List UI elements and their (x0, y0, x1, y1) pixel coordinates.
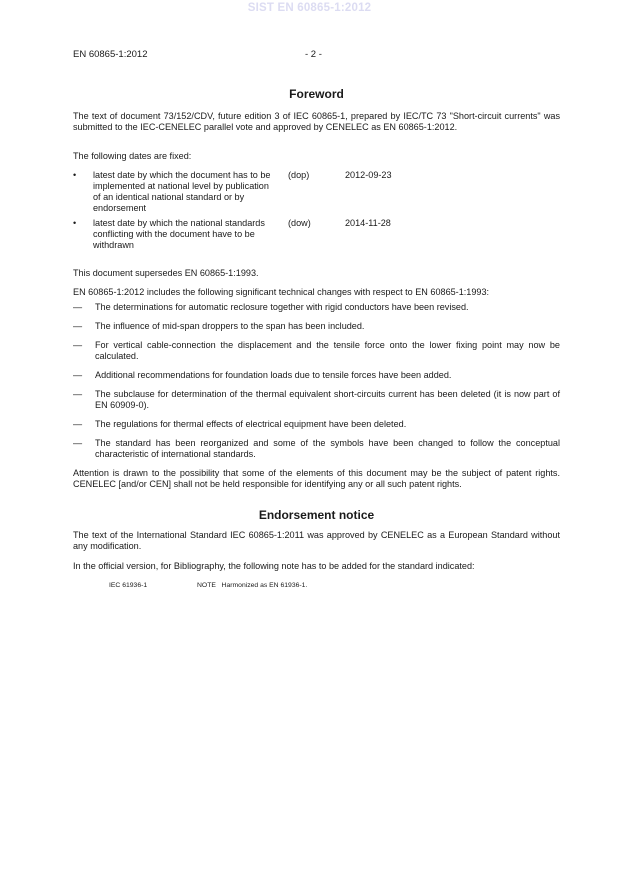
list-item-text: The determinations for automatic reclosure together with rigid conductors have been revised. (95, 302, 469, 312)
dash-marker: — (73, 389, 83, 399)
dates-intro: The following dates are fixed: (73, 151, 192, 161)
list-item-text: The regulations for thermal effects of electrical equipment have been deleted. (95, 419, 407, 429)
note-text: NOTE Harmonized as EN 61936-1. (197, 582, 308, 589)
list-item (73, 419, 560, 430)
document-body (73, 87, 560, 590)
foreword-title: Foreword (289, 87, 344, 101)
date-description: latest date by which the document has to be implemented at national level by publication of an identical national standard or by endorsement (93, 170, 271, 213)
list-item-text: The influence of mid-span droppers to the span has been included. (95, 321, 365, 331)
header-doc-id: EN 60865-1:2012 (73, 49, 148, 60)
date-value: 2014-11-28 (345, 218, 391, 228)
supersedes-text: This document supersedes EN 60865-1:1993. (73, 268, 259, 278)
list-item (73, 321, 560, 332)
dates-list (73, 170, 560, 256)
watermark: SIST EN 60865-1:2012 (247, 2, 372, 14)
endorsement-text: The text of the International Standard IEC 60865-1:2011 was approved by CENELEC as a European Standard without any modification. (73, 530, 560, 551)
header-page-number: - 2 - (305, 49, 322, 60)
list-item (73, 340, 560, 362)
changes-list (73, 302, 560, 460)
list-item-text: The standard has been reorganized and some of the symbols have been changed to follow the conceptual characteristic of international standards. (95, 438, 560, 459)
bullet: • (73, 170, 77, 180)
dash-marker: — (73, 340, 83, 350)
patent-attention: Attention is drawn to the possibility that some of the elements of this document may be the subject of patent rights. CENELEC [and/or CEN] shall not be held responsible for identifying any or all such patent rights. (73, 468, 560, 489)
date-code: (dow) (288, 218, 311, 228)
bibliography-note (73, 580, 560, 590)
endorsement-title: Endorsement notice (258, 508, 375, 522)
foreword-intro: The text of document 73/152/CDV, future edition 3 of IEC 60865-1, prepared by IEC/TC 73 "Short-circuit currents" was submitted to the IEC-CENELEC parallel vote and approved by CENELEC as EN 60865-1:2012. (73, 111, 560, 132)
date-value: 2012-09-23 (345, 170, 392, 180)
date-description: latest date by which the national standards conflicting with the document have to be withdrawn (93, 218, 265, 250)
list-item-text: Additional recommendations for foundation loads due to tensile forces have been added. (95, 370, 452, 380)
dash-marker: — (73, 302, 83, 312)
date-code: (dop) (288, 170, 310, 180)
bullet: • (73, 218, 77, 228)
list-item (73, 370, 560, 381)
dash-marker: — (73, 321, 83, 331)
list-item-text: For vertical cable-connection the displacement and the tensile force onto the lower fixing point may now be calculated. (95, 340, 560, 361)
list-item-text: The subclause for determination of the thermal equivalent short-circuits current has been deleted (it is now part of EN 60909-0). (95, 389, 560, 410)
changes-intro: EN 60865-1:2012 includes the following significant technical changes with respect to EN 60865-1:1993: (73, 287, 490, 297)
list-item (73, 389, 560, 411)
dash-marker: — (73, 370, 83, 380)
dash-marker: — (73, 438, 83, 448)
list-item (73, 302, 560, 313)
note-standard-ref: IEC 61936-1 (109, 582, 148, 589)
dash-marker: — (73, 419, 83, 429)
list-item (73, 438, 560, 460)
bibliography-note-intro: In the official version, for Bibliography, the following note has to be added for the standard indicated: (73, 561, 475, 571)
